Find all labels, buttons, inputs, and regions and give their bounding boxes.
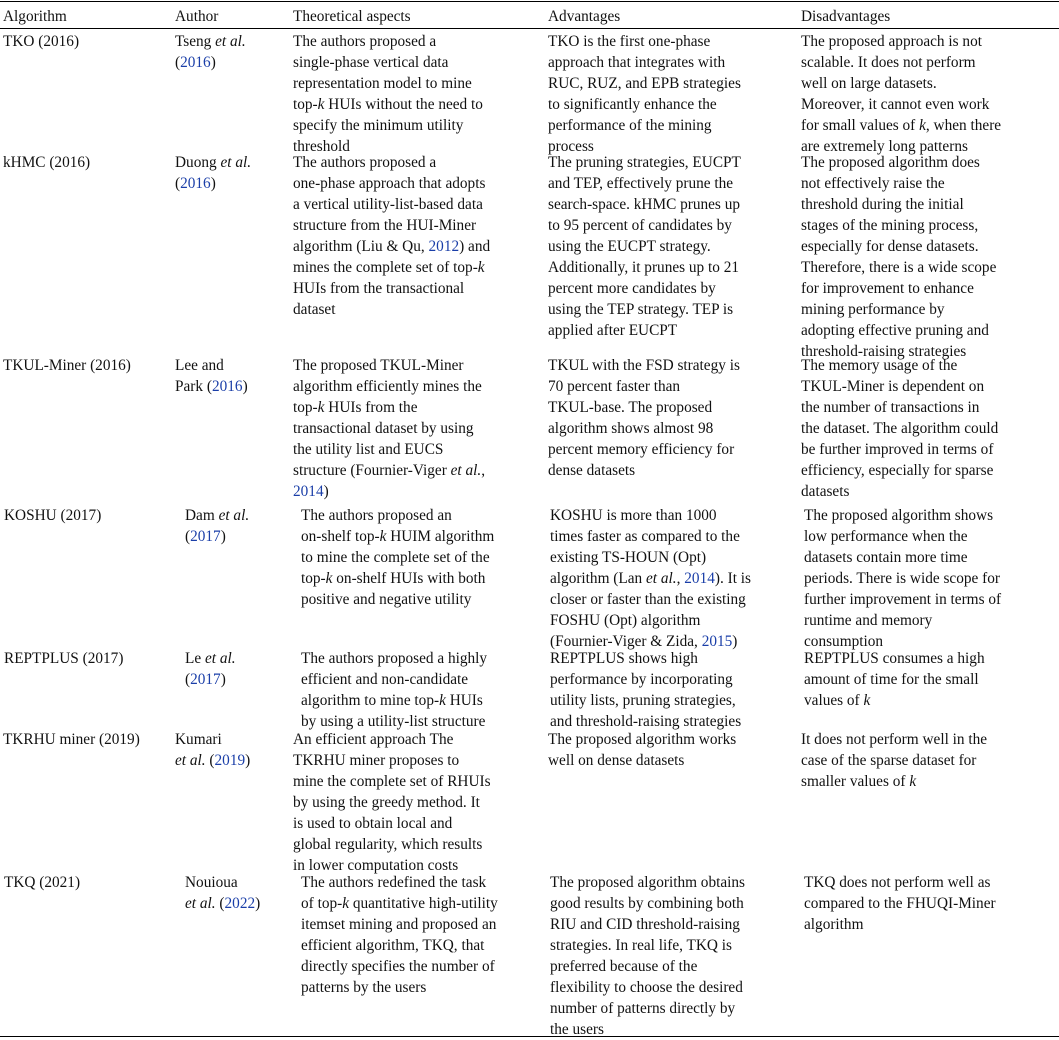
cell-line: algorithm (804, 916, 864, 933)
cell-line: (Fournier-Viger & Zida, 2015) (550, 633, 738, 650)
cell-line: TKO is the first one-phase (548, 33, 711, 50)
cell-line: low performance when the (804, 528, 968, 545)
cell-line: Nouioua (185, 874, 238, 891)
cell-line: TKUL-Miner is dependent on (801, 378, 985, 395)
cell-line: efficient algorithm, TKQ, that (301, 937, 485, 954)
theoretical-aspects-cell (293, 31, 483, 157)
cell-line: The authors proposed a (293, 154, 437, 171)
cell-line: Park (2016) (175, 378, 248, 395)
cell-line: (2016) (175, 175, 216, 192)
cell-line: REPTPLUS consumes a high (804, 650, 985, 667)
cell-line: threshold (293, 138, 350, 155)
cell-line: TKRHU miner proposes to (293, 752, 460, 769)
cell-line: in lower computation costs (293, 857, 459, 874)
cell-line: specify the minimum utility (293, 117, 464, 134)
cell-line: It does not perform well in the (801, 731, 988, 748)
cell-line: datasets contain more time (804, 549, 968, 566)
cell-line: by using a utility-list structure (301, 713, 486, 730)
header-algorithm: Algorithm (3, 8, 67, 25)
cell-line: (2017) (185, 671, 226, 688)
citation-link[interactable]: 2012 (428, 238, 460, 255)
algorithm-cell: TKO (2016) (3, 33, 80, 50)
author-cell (185, 648, 236, 690)
disadvantages-cell (804, 872, 996, 935)
cell-line: REPTPLUS shows high (550, 650, 698, 667)
author-cell (175, 31, 246, 73)
citation-link[interactable]: 2022 (224, 895, 256, 912)
cell-line: HUIs from the transactional (293, 280, 465, 297)
cell-line: smaller values of k (801, 773, 917, 790)
author-cell (175, 729, 250, 771)
cell-line: adopting effective pruning and (801, 322, 989, 339)
cell-line: values of k (804, 692, 871, 709)
cell-line: the dataset. The algorithm could (801, 420, 999, 437)
citation-link[interactable]: 2014 (684, 570, 715, 587)
cell-line: not effectively raise the (801, 175, 945, 192)
author-cell (175, 152, 251, 194)
cell-line: closer or faster than the existing (550, 591, 746, 608)
cell-line: 2014) (293, 483, 329, 500)
cell-line: The proposed algorithm shows (804, 507, 994, 524)
cell-line: The authors proposed an (301, 507, 452, 524)
cell-line: mines the complete set of top-k (293, 259, 485, 276)
cell-line: dense datasets (548, 462, 636, 479)
cell-line: FOSHU (Opt) algorithm (550, 612, 701, 629)
cell-line: mine the complete set of RHUIs (293, 773, 491, 790)
cell-line: An efficient approach The (293, 731, 454, 748)
cell-line: utility lists, pruning strategies, (550, 692, 736, 709)
citation-link[interactable]: 2016 (211, 378, 243, 395)
cell-line: runtime and memory (804, 612, 933, 629)
author-cell (185, 505, 249, 547)
advantages-cell (548, 152, 741, 341)
cell-line: to 95 percent of candidates by (548, 217, 732, 234)
cell-line: times faster as compared to the (550, 528, 740, 545)
cell-line: threshold during the initial (801, 196, 964, 213)
author-cell (185, 872, 260, 914)
theoretical-aspects-cell (301, 648, 487, 732)
author-cell (175, 355, 248, 397)
advantages-cell (548, 31, 741, 157)
citation-link[interactable]: 2014 (293, 483, 324, 500)
cell-line: consumption (804, 633, 884, 650)
cell-line: using the TEP strategy. TEP is (548, 301, 734, 318)
cell-line: (2016) (175, 54, 216, 71)
cell-line: The proposed approach is not (801, 33, 982, 50)
citation-link[interactable]: 2016 (180, 175, 211, 192)
cell-line: amount of time for the small (804, 671, 979, 688)
cell-line: single-phase vertical data (293, 54, 449, 71)
header-theoretical-aspects: Theoretical aspects (293, 8, 411, 25)
cell-line: preferred because of the (550, 958, 698, 975)
advantages-cell (548, 729, 736, 771)
cell-line: Kumari (175, 731, 222, 748)
cell-line: et al. (2019) (175, 752, 251, 769)
cell-line: algorithm to mine top-k HUIs (301, 692, 483, 709)
cell-line: The proposed algorithm obtains (550, 874, 745, 891)
cell-line: The pruning strategies, EUCPT (548, 154, 741, 171)
disadvantages-cell (801, 31, 1001, 157)
cell-line: strategies. In real life, TKQ is (550, 937, 732, 954)
citation-link[interactable]: 2019 (214, 752, 246, 769)
cell-line: well on dense datasets (548, 752, 685, 769)
cell-line: structure (Fournier-Viger et al., (293, 462, 486, 479)
cell-line: 70 percent faster than (548, 378, 681, 395)
cell-line: itemset mining and proposed an (301, 916, 497, 933)
cell-line: algorithm efficiently mines the (293, 378, 482, 395)
cell-line: for small values of k, when there (801, 117, 1002, 134)
cell-line: number of patterns directly by (550, 1000, 736, 1017)
cell-line: Lee and (175, 357, 224, 374)
cell-line: algorithm (Lan et al., 2014). It is (550, 570, 751, 587)
cell-line: a vertical utility-list-based data (293, 196, 483, 213)
advantages-cell (550, 648, 741, 732)
cell-line: representation model to mine (293, 75, 472, 92)
cell-line: transactional dataset by using (293, 420, 474, 437)
cell-line: The proposed algorithm works (548, 731, 737, 748)
cell-line: The authors proposed a (293, 33, 437, 50)
cell-line: algorithm (Liu & Qu, 2012) and (293, 238, 491, 255)
disadvantages-cell (801, 729, 987, 792)
cell-line: is used to obtain local and (293, 815, 453, 832)
citation-link[interactable]: 2015 (701, 633, 733, 650)
cell-line: of top-k quantitative high-utility (301, 895, 498, 912)
cell-line: performance of the mining (548, 117, 712, 134)
disadvantages-cell (804, 648, 985, 711)
advantages-cell (550, 505, 751, 652)
cell-line: scalable. It does not perform (801, 54, 976, 71)
cell-line: TKUL with the FSD strategy is (548, 357, 740, 374)
cell-line: The authors redefined the task (301, 874, 487, 891)
cell-line: global regularity, which results (293, 836, 483, 853)
cell-line: case of the sparse dataset for (801, 752, 977, 769)
cell-line: Additionally, it prunes up to 21 (548, 259, 740, 276)
cell-line: are extremely long patterns (801, 138, 968, 155)
advantages-cell (550, 872, 745, 1040)
cell-line: RUC, RUZ, and EPB strategies (548, 75, 741, 92)
cell-line: structure from the HUI-Miner (293, 217, 477, 234)
header-advantages: Advantages (548, 8, 621, 25)
cell-line: the users (550, 1021, 604, 1038)
theoretical-aspects-cell (293, 152, 490, 320)
cell-line: efficiency, especially for sparse (801, 462, 994, 479)
cell-line: using the EUCPT strategy. (548, 238, 711, 255)
cell-line: Dam et al. (185, 507, 250, 524)
cell-line: periods. There is wide scope for (804, 570, 1000, 587)
cell-line: especially for dense datasets. (801, 238, 979, 255)
cell-line: well on large datasets. (801, 75, 937, 92)
cell-line: TKQ does not perform well as (804, 874, 991, 891)
cell-line: on-shelf top-k HUIM algorithm (301, 528, 495, 545)
cell-line: search-space. kHMC prunes up (548, 196, 741, 213)
top-rule (0, 1, 1059, 2)
cell-line: dataset (293, 301, 336, 318)
cell-line: and threshold-raising strategies (550, 713, 742, 730)
bottom-rule (0, 1036, 1059, 1037)
advantages-cell (548, 355, 740, 481)
cell-line: compared to the FHUQI-Miner (804, 895, 996, 912)
cell-line: threshold-raising strategies (801, 343, 967, 360)
header-author: Author (175, 8, 219, 25)
cell-line: one-phase approach that adopts (293, 175, 486, 192)
header-rule (0, 28, 1059, 29)
cell-line: efficient and non-candidate (301, 671, 469, 688)
cell-line: percent more candidates by (548, 280, 716, 297)
cell-line: to significantly enhance the (548, 96, 717, 113)
cell-line: good results by combining both (550, 895, 744, 912)
cell-line: applied after EUCPT (548, 322, 678, 339)
cell-line: The proposed algorithm does (801, 154, 980, 171)
citation-link[interactable]: 2017 (190, 671, 221, 688)
cell-line: stages of the mining process, (801, 217, 979, 234)
cell-line: the number of transactions in (801, 399, 980, 416)
cell-line: RIU and CID threshold-raising (550, 916, 740, 933)
cell-line: top-k HUIs without the need to (293, 96, 483, 113)
header-disadvantages: Disadvantages (801, 8, 891, 25)
cell-line: for improvement to enhance (801, 280, 974, 297)
cell-line: percent memory efficiency for (548, 441, 735, 458)
cell-line: Tseng et al. (175, 33, 246, 50)
algorithm-cell: KOSHU (2017) (4, 507, 102, 524)
theoretical-aspects-cell (293, 729, 491, 876)
cell-line: top-k HUIs from the (293, 399, 418, 416)
cell-line: The memory usage of the (801, 357, 958, 374)
cell-line: TKUL-base. The proposed (548, 399, 713, 416)
algorithm-cell: TKRHU miner (2019) (3, 731, 140, 748)
theoretical-aspects-cell (301, 872, 498, 998)
cell-line: flexibility to choose the desired (550, 979, 743, 996)
cell-line: datasets (801, 483, 850, 500)
cell-line: further improvement in terms of (804, 591, 1002, 608)
cell-line: process (548, 138, 594, 155)
cell-line: Duong et al. (175, 154, 252, 171)
cell-line: et al. (2022) (185, 895, 261, 912)
cell-line: top-k on-shelf HUIs with both (301, 570, 486, 587)
cell-line: to mine the complete set of the (301, 549, 490, 566)
cell-line: directly specifies the number of (301, 958, 495, 975)
cell-line: the utility list and EUCS (293, 441, 444, 458)
algorithm-cell: kHMC (2016) (3, 154, 91, 171)
cell-line: patterns by the users (301, 979, 427, 996)
cell-line: KOSHU is more than 1000 (550, 507, 717, 524)
algorithm-cell: TKUL-Miner (2016) (3, 357, 131, 374)
cell-line: Le et al. (185, 650, 236, 667)
cell-line: positive and negative utility (301, 591, 472, 608)
cell-line: approach that integrates with (548, 54, 726, 71)
cell-line: The proposed TKUL-Miner (293, 357, 464, 374)
cell-line: be further improved in terms of (801, 441, 994, 458)
disadvantages-cell (804, 505, 1001, 652)
disadvantages-cell (801, 355, 998, 502)
cell-line: Therefore, there is a wide scope (801, 259, 997, 276)
cell-line: existing TS-HOUN (Opt) (550, 549, 707, 566)
citation-link[interactable]: 2017 (190, 528, 221, 545)
cell-line: algorithm shows almost 98 (548, 420, 714, 437)
theoretical-aspects-cell (293, 355, 485, 502)
theoretical-aspects-cell (301, 505, 494, 610)
cell-line: by using the greedy method. It (293, 794, 480, 811)
cell-line: and TEP, effectively prune the (548, 175, 734, 192)
disadvantages-cell (801, 152, 996, 362)
cell-line: mining performance by (801, 301, 945, 318)
cell-line: (2017) (185, 528, 226, 545)
cell-line: performance by incorporating (550, 671, 733, 688)
algorithm-cell: TKQ (2021) (4, 874, 81, 891)
algorithm-cell: REPTPLUS (2017) (4, 650, 124, 667)
citation-link[interactable]: 2016 (180, 54, 211, 71)
cell-line: Moreover, it cannot even work (801, 96, 990, 113)
cell-line: The authors proposed a highly (301, 650, 488, 667)
